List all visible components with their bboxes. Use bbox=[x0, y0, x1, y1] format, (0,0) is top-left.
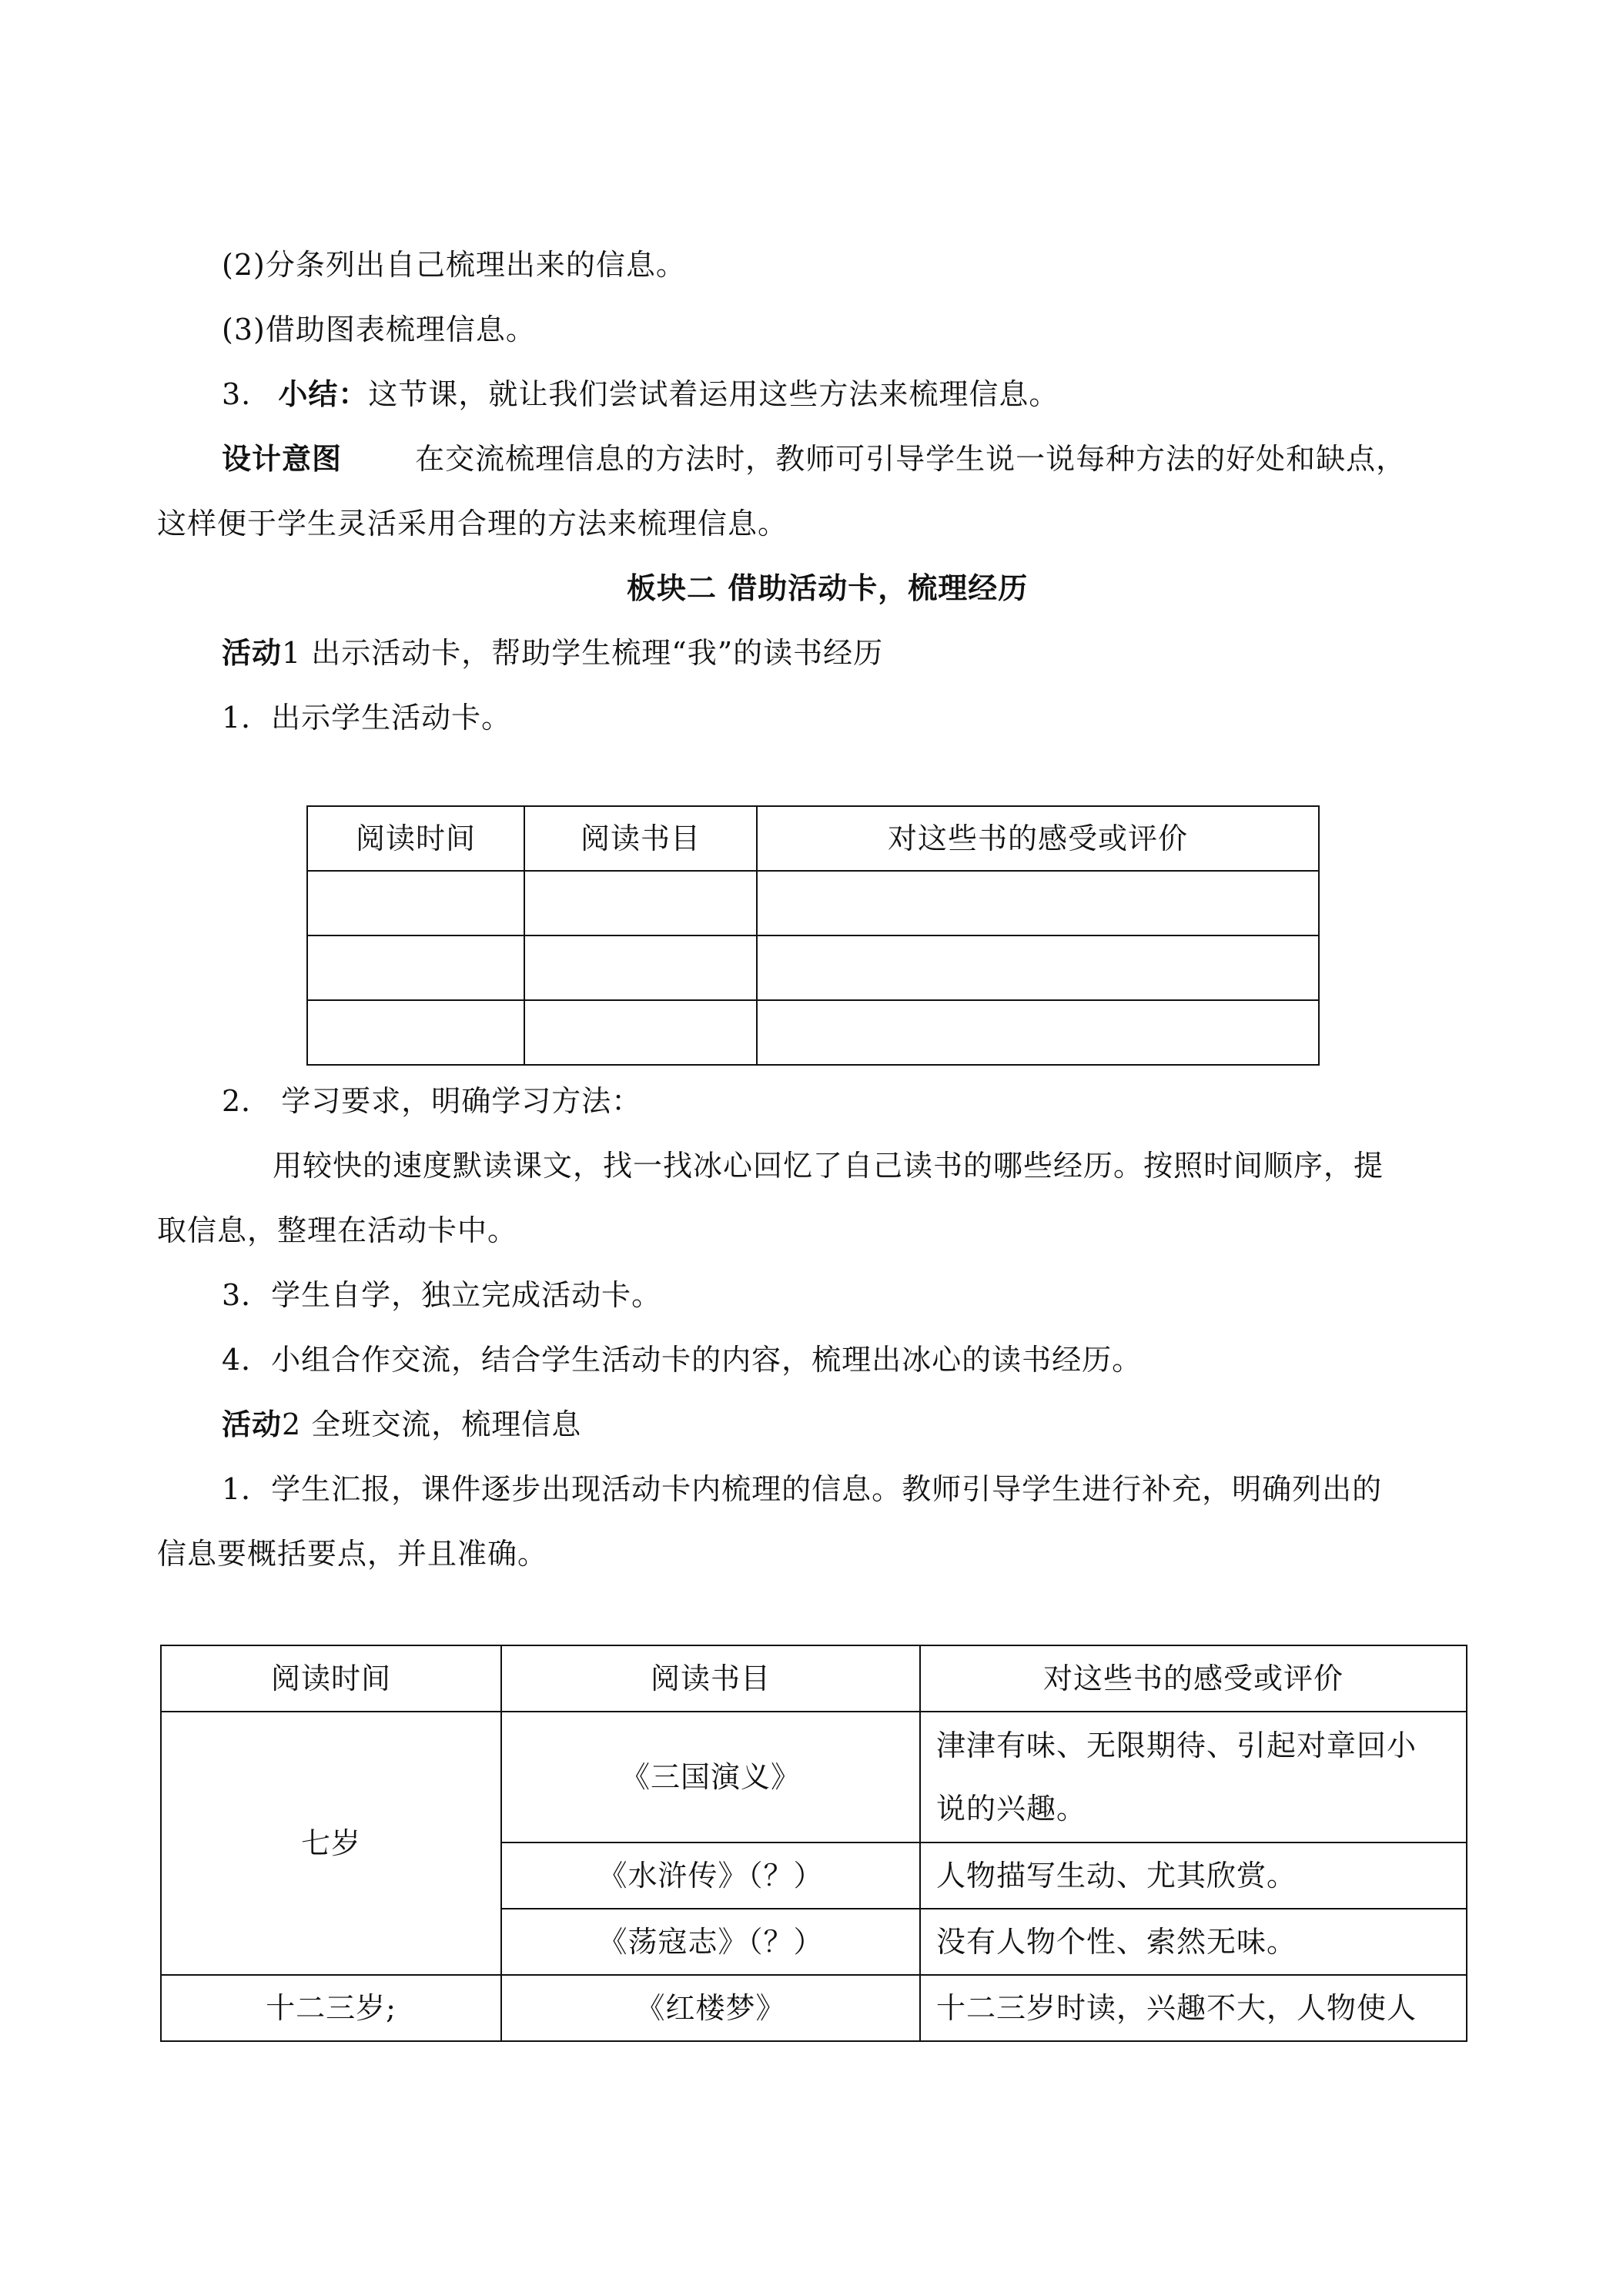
empty-cell[interactable] bbox=[757, 1000, 1319, 1065]
empty-cell[interactable] bbox=[757, 871, 1319, 935]
table-row bbox=[161, 1712, 1467, 1842]
comment-line: 津津有味、无限期待、引起对章回小 bbox=[936, 1729, 1417, 1762]
header-reading-books: 阅读书目 bbox=[524, 806, 757, 871]
table-header-row bbox=[307, 806, 1319, 871]
activity-1-label: 活动 bbox=[222, 636, 283, 670]
comment-cell: 没有人物个性、索然无味。 bbox=[920, 1909, 1467, 1975]
table-row bbox=[161, 1975, 1467, 2041]
design-intent-text-1: 在交流梳理信息的方法时，教师可引导学生说一说每种方法的好处和缺点， bbox=[415, 442, 1407, 476]
summary-line bbox=[222, 376, 1059, 413]
method-item-3: (3)借助图表梳理信息。 bbox=[222, 313, 536, 346]
header-reading-books: 阅读书目 bbox=[501, 1645, 920, 1712]
book-cell: 《水浒传》（？） bbox=[501, 1842, 920, 1909]
activity-2-label: 活动 bbox=[222, 1407, 283, 1441]
activity-1-title bbox=[222, 634, 883, 671]
book-cell: 《荡寇志》（？） bbox=[501, 1909, 920, 1975]
step-2: 2． 学习要求，明确学习方法： bbox=[222, 1084, 642, 1118]
step-2-body-line-1: 用较快的速度默读课文，找一找冰心回忆了自己读书的哪些经历。按照时间顺序，提 bbox=[273, 1149, 1384, 1183]
time-cell-age-seven: 七岁 bbox=[161, 1712, 501, 1975]
design-intent-label: 设计意图 bbox=[222, 442, 343, 476]
design-intent-line-1 bbox=[222, 440, 1406, 477]
summary-number: 3. bbox=[222, 377, 252, 411]
step-3: 3．学生自学，独立完成活动卡。 bbox=[222, 1278, 662, 1312]
section-heading: 板块二 借助活动卡，梳理经历 bbox=[627, 571, 1029, 605]
book-cell: 《红楼梦》 bbox=[501, 1975, 920, 2041]
table-row bbox=[307, 935, 1319, 1000]
activity-2-text: 2 全班交流，梳理信息 bbox=[282, 1407, 582, 1441]
time-cell: 十二三岁; bbox=[161, 1975, 501, 2041]
step-1: 1．出示学生活动卡。 bbox=[222, 701, 512, 735]
design-intent-line-2: 这样便于学生灵活采用合理的方法来梳理信息。 bbox=[157, 507, 788, 541]
empty-cell[interactable] bbox=[524, 871, 757, 935]
activity-2-step-1-line-2: 信息要概括要点，并且准确。 bbox=[157, 1537, 548, 1571]
empty-cell[interactable] bbox=[524, 1000, 757, 1065]
activity-1-text: 1 出示活动卡，帮助学生梳理“我”的读书经历 bbox=[282, 636, 884, 670]
empty-cell[interactable] bbox=[757, 935, 1319, 1000]
summary-label: 小结： bbox=[278, 377, 369, 411]
header-feelings: 对这些书的感受或评价 bbox=[920, 1645, 1467, 1712]
header-feelings: 对这些书的感受或评价 bbox=[757, 806, 1319, 871]
comment-cell: 十二三岁时读，兴趣不大，人物使人 bbox=[920, 1975, 1467, 2041]
comment-line: 说的兴趣。 bbox=[936, 1792, 1087, 1826]
activity-2-title bbox=[222, 1406, 581, 1443]
table-header-row bbox=[161, 1645, 1467, 1712]
activity-2-step-1-line-1: 1．学生汇报，课件逐步出现活动卡内梳理的信息。教师引导学生进行补充，明确列出的 bbox=[222, 1472, 1383, 1506]
summary-text: 这节课，就让我们尝试着运用这些方法来梳理信息。 bbox=[368, 377, 1059, 411]
step-2-body-line-2: 取信息，整理在活动卡中。 bbox=[157, 1213, 518, 1247]
comment-cell: 人物描写生动、尤其欣赏。 bbox=[920, 1842, 1467, 1909]
reading-summary-table bbox=[160, 1645, 1467, 2042]
header-reading-time: 阅读时间 bbox=[161, 1645, 501, 1712]
empty-cell[interactable] bbox=[524, 935, 757, 1000]
comment-cell bbox=[920, 1712, 1467, 1842]
empty-cell[interactable] bbox=[307, 871, 524, 935]
table-row bbox=[307, 871, 1319, 935]
book-cell: 《三国演义》 bbox=[501, 1712, 920, 1842]
empty-cell[interactable] bbox=[307, 935, 524, 1000]
header-reading-time: 阅读时间 bbox=[307, 806, 524, 871]
step-4: 4．小组合作交流，结合学生活动卡的内容，梳理出冰心的读书经历。 bbox=[222, 1343, 1143, 1377]
method-item-2: (2)分条列出自己梳理出来的信息。 bbox=[222, 248, 686, 282]
empty-cell[interactable] bbox=[307, 1000, 524, 1065]
activity-card-table bbox=[306, 805, 1320, 1066]
table-row bbox=[307, 1000, 1319, 1065]
